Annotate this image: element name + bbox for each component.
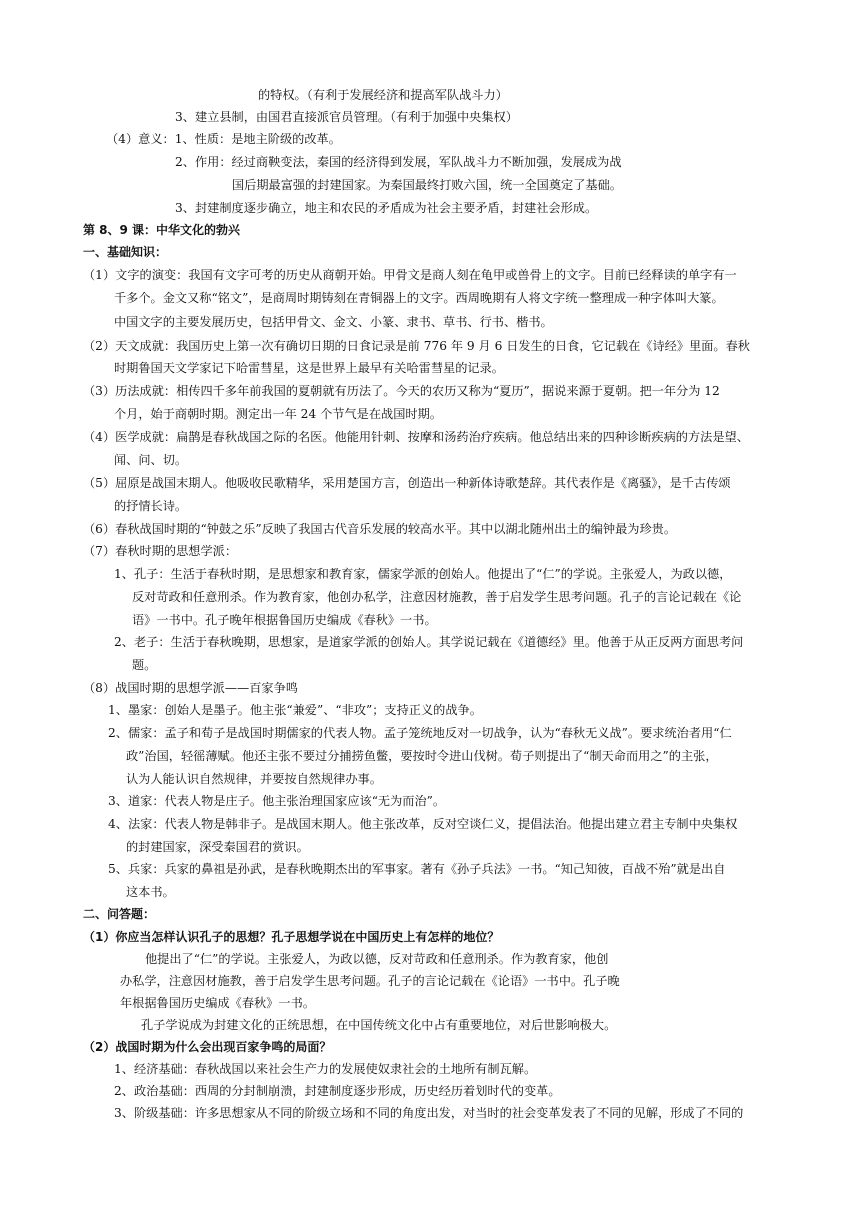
text-line: 的抒情长诗。 [114,499,188,513]
text-line: 语》一书中。孔子晚年根据鲁国历史编成《春秋》一书。 [132,613,437,627]
text-line: 2、老子：生活于春秋晚期，思想家，是道家学派的创始人。其学说记载在《道德经》里。他善于从正反两方面思考问 [114,635,744,649]
text-line: 3、阶级基础：许多思想家从不同的阶级立场和不同的角度出发，对当时的社会变革发表了不同的见解，形成了不同的 [114,1106,744,1120]
text-line: （5）屈原是战国末期人。他吸收民歌精华，采用楚国方言，创造出一种新体诗歌楚辞。其代表作是《离骚》，是千古传颂 [83,476,731,490]
text-line: 国后期最富强的封建国家。为秦国最终打败六国，统一全国奠定了基础。 [232,178,622,192]
text-line: （6）春秋战国时期的“钟鼓之乐”反映了我国古代音乐发展的较高水平。其中以湖北随州出土的编钟最为珍贵。 [83,522,677,536]
text-line: 时期鲁国天文学家记下哈雷彗星，这是世界上最早有关哈雷彗星的记录。 [114,361,504,375]
heading-line: 第 8、9 课：中华文化的勃兴 [83,223,241,237]
text-line: 个月，始于商朝时期。测定出一年 24 个节气是在战国时期。 [114,407,442,421]
text-line: 反对苛政和任意刑杀。作为教育家，他创办私学，注意因材施教，善于启发学生思考问题。孔子的言论记载在《论 [132,590,742,604]
text-line: 3、封建制度逐步确立，地主和农民的矛盾成为社会主要矛盾，封建社会形成。 [175,201,598,215]
text-line: （1）文字的演变：我国有文字可考的历史从商朝开始。甲骨文是商人刻在龟甲或兽骨上的文字。目前已经释读的单字有一 [83,268,737,282]
text-line: 1、墨家：创始人是墨子。他主张“兼爱”、“非攻”；支持正义的战争。 [108,703,482,717]
text-line: （3）历法成就：相传四千多年前我国的夏朝就有历法了。今天的农历又称为“夏历”，据说来源于夏朝。把一年分为 12 [83,384,720,398]
heading-line: 一、基础知识： [83,245,168,259]
text-line: （4）意义：1、性质：是地主阶级的改革。 [106,132,341,146]
text-line: （7）春秋时期的思想学派： [83,544,238,558]
text-line: 他提出了“仁”的学说。主张爱人，为政以德，反对苛政和任意刑杀。作为教育家，他创 [145,952,609,966]
text-line: 闻、问、切。 [114,453,188,467]
text-line: 这本书。 [126,885,175,899]
text-line: 1、经济基础：春秋战国以来社会生产力的发展使奴隶社会的土地所有制瓦解。 [114,1062,537,1076]
text-line: 2、政治基础：西周的分封制崩溃，封建制度逐步形成，历史经历着划时代的变革。 [114,1084,561,1098]
text-line: （4）医学成就：扁鹊是春秋战国之际的名医。他能用针刺、按摩和汤药治疗疾病。他总结出来的四种诊断疾病的方法是望、 [83,430,749,444]
heading-line: 二、问答题： [83,907,156,921]
heading-line: （2）战国时期为什么会出现百家争鸣的局面？ [83,1040,332,1054]
text-line: 2、儒家：孟子和荀子是战国时期儒家的代表人物。孟子笼统地反对一切战争，认为“春秋无义战”。要求统治者用“仁 [108,726,732,740]
heading-line: （1）你应当怎样认识孔子的思想？孔子思想学说在中国历史上有怎样的地位？ [83,930,500,944]
text-line: 5、兵家：兵家的鼻祖是孙武，是春秋晚期杰出的军事家。著有《孙子兵法》一书。“知己知彼，百战不殆”就是出自 [108,862,726,876]
text-line: 的封建国家，深受秦国君的赏识。 [126,840,309,854]
text-line: （8）战国时期的思想学派——百家争鸣 [83,681,298,695]
text-line: （2）天文成就：我国历史上第一次有确切日期的日食记录是前 776 年 9 月 6 日发生的日食，它记载在《诗经》里面。春秋 [83,339,750,353]
text-line: 3、建立县制，由国君直接派官员管理。（有利于加强中央集权） [175,110,518,124]
text-line: 中国文字的主要发展历史，包括甲骨文、金文、小篆、隶书、草书、行书、楷书。 [114,315,553,329]
text-line: 2、作用：经过商鞅变法，秦国的经济得到发展，军队战斗力不断加强，发展成为战 [175,155,622,169]
text-line: 题。 [132,658,157,672]
text-line: 办私学，注意因材施教，善于启发学生思考问题。孔子的言论记载在《论语》一书中。孔子晚 [120,974,620,988]
text-line: 的特权。（有利于发展经济和提高军队战斗力） [258,88,508,102]
text-line: 政”治国，轻徭薄赋。他还主张不要过分捕捞鱼鳖，要按时令进山伐树。荀子则提出了“制天命而用之”的主张， [126,749,718,763]
text-line: 1、孔子：生活于春秋时期，是思想家和教育家，儒家学派的创始人。他提出了“仁”的学说。主张爱人，为政以德， [114,567,732,581]
text-line: 3、道家：代表人物是庄子。他主张治理国家应该“无为而治”。 [108,794,446,808]
text-line: 认为人能认识自然规律，并要按自然规律办事。 [126,772,382,786]
text-line: 4、法家：代表人物是韩非子。是战国末期人。他主张改革，反对空谈仁义，提倡法治。他提出建立君主专制中央集权 [108,817,738,831]
text-line: 年根据鲁国历史编成《春秋》一书。 [120,996,315,1010]
text-line: 孔子学说成为封建文化的正统思想，在中国传统文化中占有重要地位，对后世影响极大。 [141,1018,617,1032]
text-line: 千多个。金文又称“铭文”，是商周时期铸刻在青铜器上的文字。西周晚期有人将文字统一整理成一种字体叫大篆。 [114,291,724,305]
